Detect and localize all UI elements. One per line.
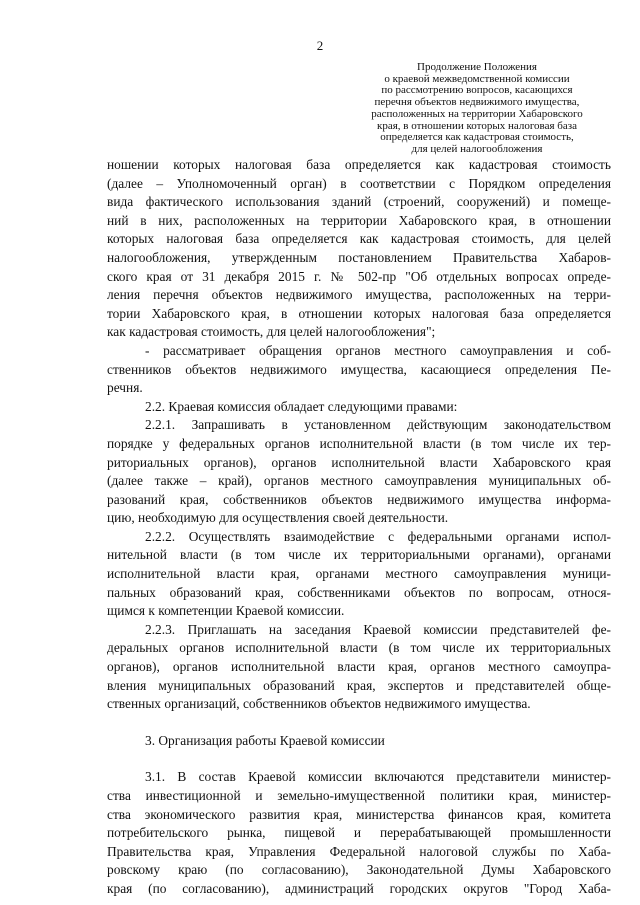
section-heading: 3. Организация работы Краевой комиссии [145,732,385,748]
text-line: ления перечня объектов недвижимого имущества, расположенных на терри- [107,287,611,303]
text-line: вления муниципальных образований края, экспертов и представителей обще- [107,677,611,693]
text-line: которых налоговая база определяется как кадастровая стоимость, для целей [107,231,611,247]
text-line: 2.2.3. Приглашать на заседания Краевой комиссии представителей фе- [145,621,611,637]
text-line: пальных образований края, собственниками объектов по вопросам, относя- [107,584,611,600]
header-line: о краевой межведомственной комиссии [384,72,570,85]
text-line: (далее – Уполномоченный орган) в соответствии с Порядком определения [107,175,611,191]
text-line: вида фактического использования зданий (строений, сооружений) и помеще- [107,194,611,210]
text-line: нительной власти (в том числе их территориальными органами), органами [107,547,611,563]
text-line: налогообложения, утвержденным постановлением Правительства Хабаров- [107,249,611,265]
text-line: края (по согласованию), администраций городских округов "Город Хаба- [107,880,611,896]
text-line: 2.2.1. Запрашивать в установленном действующим законодательством [145,417,611,433]
header-line: для целей налогообложения [411,142,543,155]
document-body [107,156,611,899]
page-number: 2 [316,38,324,53]
header-line: определяется как кадастровая стоимость, [380,131,574,144]
header-line: по рассмотрению вопросов, касающихся [381,84,573,97]
text-line: органов), органов исполнительной власти края, органов местного самоупра- [107,659,611,675]
text-line: 2.2. Краевая комиссия обладает следующими правами: [145,398,458,414]
text-line: исполнительной власти края, органами местного самоуправления муници- [107,566,611,582]
text-line: риториальных органов), органов исполнительной власти Хабаровского края [107,454,611,470]
text-line: 2.2.2. Осуществлять взаимодействие с федеральными органами испол- [145,528,611,544]
text-line: речня. [107,380,143,396]
document-header [326,62,628,156]
text-line: тории Хабаровского края, в отношении которых налоговая база определяется [107,305,611,321]
text-line: разований края, собственников объектов недвижимого имущества информа- [107,491,611,507]
text-line: ственных организаций, собственников объектов недвижимого имущества. [107,696,531,712]
text-line: ношении которых налоговая база определяется как кадастровая стоимость [107,157,611,172]
text-line: порядке у федеральных органов исполнительной власти (в том числе их тер- [107,435,611,451]
text-line: щимся к компетенции Краевой комиссии. [107,603,345,619]
header-line: Продолжение Положения [417,61,537,73]
header-line: перечня объектов недвижимого имущества, [374,96,580,109]
header-line: расположенных на территории Хабаровского [371,107,583,120]
text-line: как кадастровая стоимость, для целей налогообложения"; [107,324,436,340]
text-line: ства инвестиционной и земельно-имущественной политики края, министер- [107,788,611,803]
text-line: потребительского рынка, пищевой и перерабатывающей промышленности [107,825,611,841]
text-line: ственников объектов недвижимого имущества, касающиеся определения Пе- [107,361,611,377]
text-line: ний в них, расположенных на территории Хабаровского края, в отношении [107,212,611,228]
header-line: края, в отношении которых налоговая база [376,119,578,132]
text-line: ровскому краю (по согласованию), Законодательной Думы Хабаровского [107,862,611,878]
text-line: 3.1. В состав Краевой комиссии включаются представители министер- [145,769,611,785]
text-line: ства экономического развития края, министерства финансов края, комитета [107,806,611,822]
text-line: Правительства края, Управления Федеральной налоговой службы по Хаба- [107,843,611,859]
text-line: цию, необходимую для осуществления своей деятельности. [107,510,449,526]
text-line: - рассматривает обращения органов местного самоуправления и соб- [145,342,611,358]
text-line: ского края от 31 декабря 2015 г. № 502-пр "Об отдельных вопросах опреде- [107,268,611,284]
text-line: (далее также – край), органов местного самоуправления муниципальных об- [107,473,611,489]
text-line: деральных органов исполнительной власти (в том числе их территориальных [107,640,611,656]
